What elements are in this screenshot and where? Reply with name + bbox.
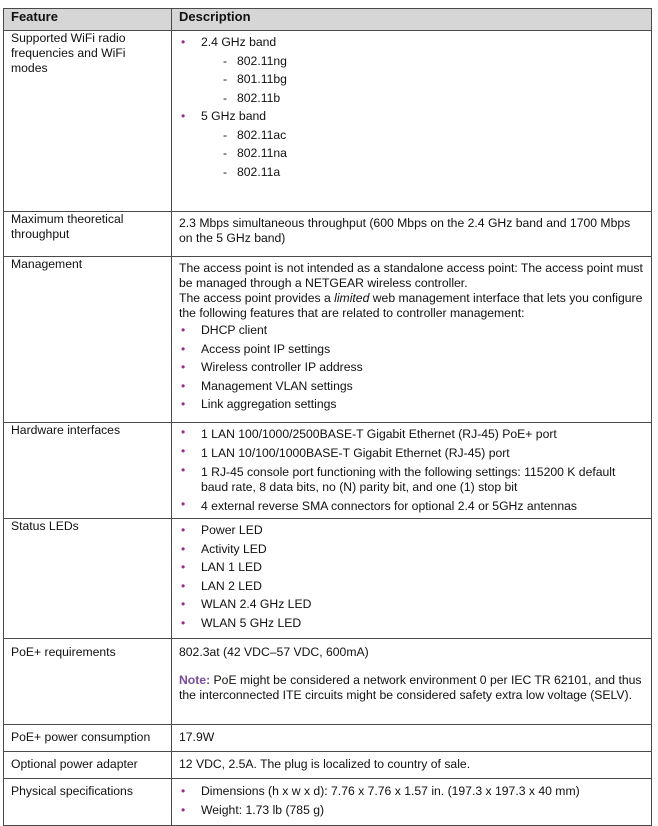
table-header-row xyxy=(4,9,652,31)
mode-list xyxy=(201,52,644,108)
note-paragraph xyxy=(179,673,644,703)
table-row xyxy=(4,779,652,826)
spec-table xyxy=(3,8,652,826)
feature-cell: PoE+ power consumption xyxy=(4,725,172,752)
list-item xyxy=(179,107,644,181)
list-item: • 4 external reverse SMA connectors for optional 2.4 or 5GHz antennas xyxy=(179,497,644,516)
text: The access point provides a xyxy=(179,291,335,305)
feature-cell: Status LEDs xyxy=(4,519,172,639)
description-cell: 12 VDC, 2.5A. The plug is localized to country of sale. xyxy=(172,752,652,779)
list-item: - 802.11ng xyxy=(201,52,644,71)
list-item: • Management VLAN settings xyxy=(179,377,644,396)
description-cell xyxy=(172,31,652,212)
list-item: • Power LED xyxy=(179,521,644,540)
list-item: • Weight: 1.73 lb (785 g) xyxy=(179,801,644,820)
mode-list xyxy=(201,126,644,182)
list-item: • LAN 1 LED xyxy=(179,558,644,577)
feature-list xyxy=(179,321,644,414)
paragraph: The access point is not intended as a standalone access point: The access point must be managed through a NETGEAR wireless controller. xyxy=(179,261,643,290)
list-item: • DHCP client xyxy=(179,321,644,340)
list-item: • 1 LAN 100/1000/2500BASE-T Gigabit Ethernet (RJ-45) PoE+ port xyxy=(179,425,644,444)
list-item xyxy=(179,33,644,107)
feature-cell: Hardware interfaces xyxy=(4,423,172,519)
table-row xyxy=(4,257,652,423)
band-label: 2.4 GHz band xyxy=(201,35,277,49)
list-item: • Dimensions (h x w x d): 7.76 x 7.76 x 1.57 in. (197.3 x 197.3 x 40 mm) xyxy=(179,782,644,801)
list-item: • 1 RJ-45 console port functioning with the following settings: 115200 K default baud rate, 8 data bits, no (N) parity bit, and one (1) stop bit xyxy=(179,463,644,497)
note-label: Note: xyxy=(179,673,211,687)
text: web management interface that lets you configure the following features that are related to controller management: xyxy=(179,291,643,320)
list-item: - 802.11b xyxy=(201,89,644,108)
list-item: • Link aggregation settings xyxy=(179,395,644,414)
spec-list xyxy=(179,782,644,819)
list-item: • Wireless controller IP address xyxy=(179,358,644,377)
table-row xyxy=(4,752,652,779)
interface-list xyxy=(179,425,644,516)
feature-cell: Maximum theoretical throughput xyxy=(4,212,172,257)
table-row xyxy=(4,31,652,212)
feature-cell: Supported WiFi radio frequencies and WiFi modes xyxy=(4,31,172,212)
description-cell: 2.3 Mbps simultaneous throughput (600 Mbps on the 2.4 GHz band and 1700 Mbps on the 5 GHz band) xyxy=(172,212,652,257)
list-item: • WLAN 2.4 GHz LED xyxy=(179,595,644,614)
description-cell xyxy=(172,519,652,639)
description-cell xyxy=(172,639,652,725)
table-row xyxy=(4,212,652,257)
header-description: Description xyxy=(172,9,652,31)
list-item: • 1 LAN 10/100/1000BASE-T Gigabit Ethernet (RJ-45) port xyxy=(179,444,644,463)
note-text: PoE might be considered a network environment 0 per IEC TR 62101, and thus the interconnected ITE circuits might be considered safety extra low voltage (SELV). xyxy=(179,673,642,702)
description-cell: 17.9W xyxy=(172,725,652,752)
list-item: • Activity LED xyxy=(179,540,644,559)
poe-spec: 802.3at (42 VDC–57 VDC, 600mA) xyxy=(179,645,369,659)
band-list xyxy=(179,33,644,181)
led-list xyxy=(179,521,644,632)
description-cell xyxy=(172,423,652,519)
header-feature: Feature xyxy=(4,9,172,31)
list-item: - 802.11a xyxy=(201,163,644,182)
list-item: • WLAN 5 GHz LED xyxy=(179,614,644,633)
list-item: - 802.11na xyxy=(201,144,644,163)
table-row xyxy=(4,423,652,519)
table-row xyxy=(4,639,652,725)
paragraph xyxy=(179,291,644,321)
list-item: • Access point IP settings xyxy=(179,340,644,359)
feature-cell: Physical specifications xyxy=(4,779,172,826)
description-cell xyxy=(172,257,652,423)
table-row xyxy=(4,725,652,752)
list-item: • LAN 2 LED xyxy=(179,577,644,596)
band-label: 5 GHz band xyxy=(201,109,267,123)
feature-cell: Optional power adapter xyxy=(4,752,172,779)
list-item: - 801.11bg xyxy=(201,70,644,89)
description-cell xyxy=(172,779,652,826)
feature-cell: PoE+ requirements xyxy=(4,639,172,725)
list-item: - 802.11ac xyxy=(201,126,644,145)
emphasis: limited xyxy=(334,291,370,305)
feature-cell: Management xyxy=(4,257,172,423)
table-row xyxy=(4,519,652,639)
